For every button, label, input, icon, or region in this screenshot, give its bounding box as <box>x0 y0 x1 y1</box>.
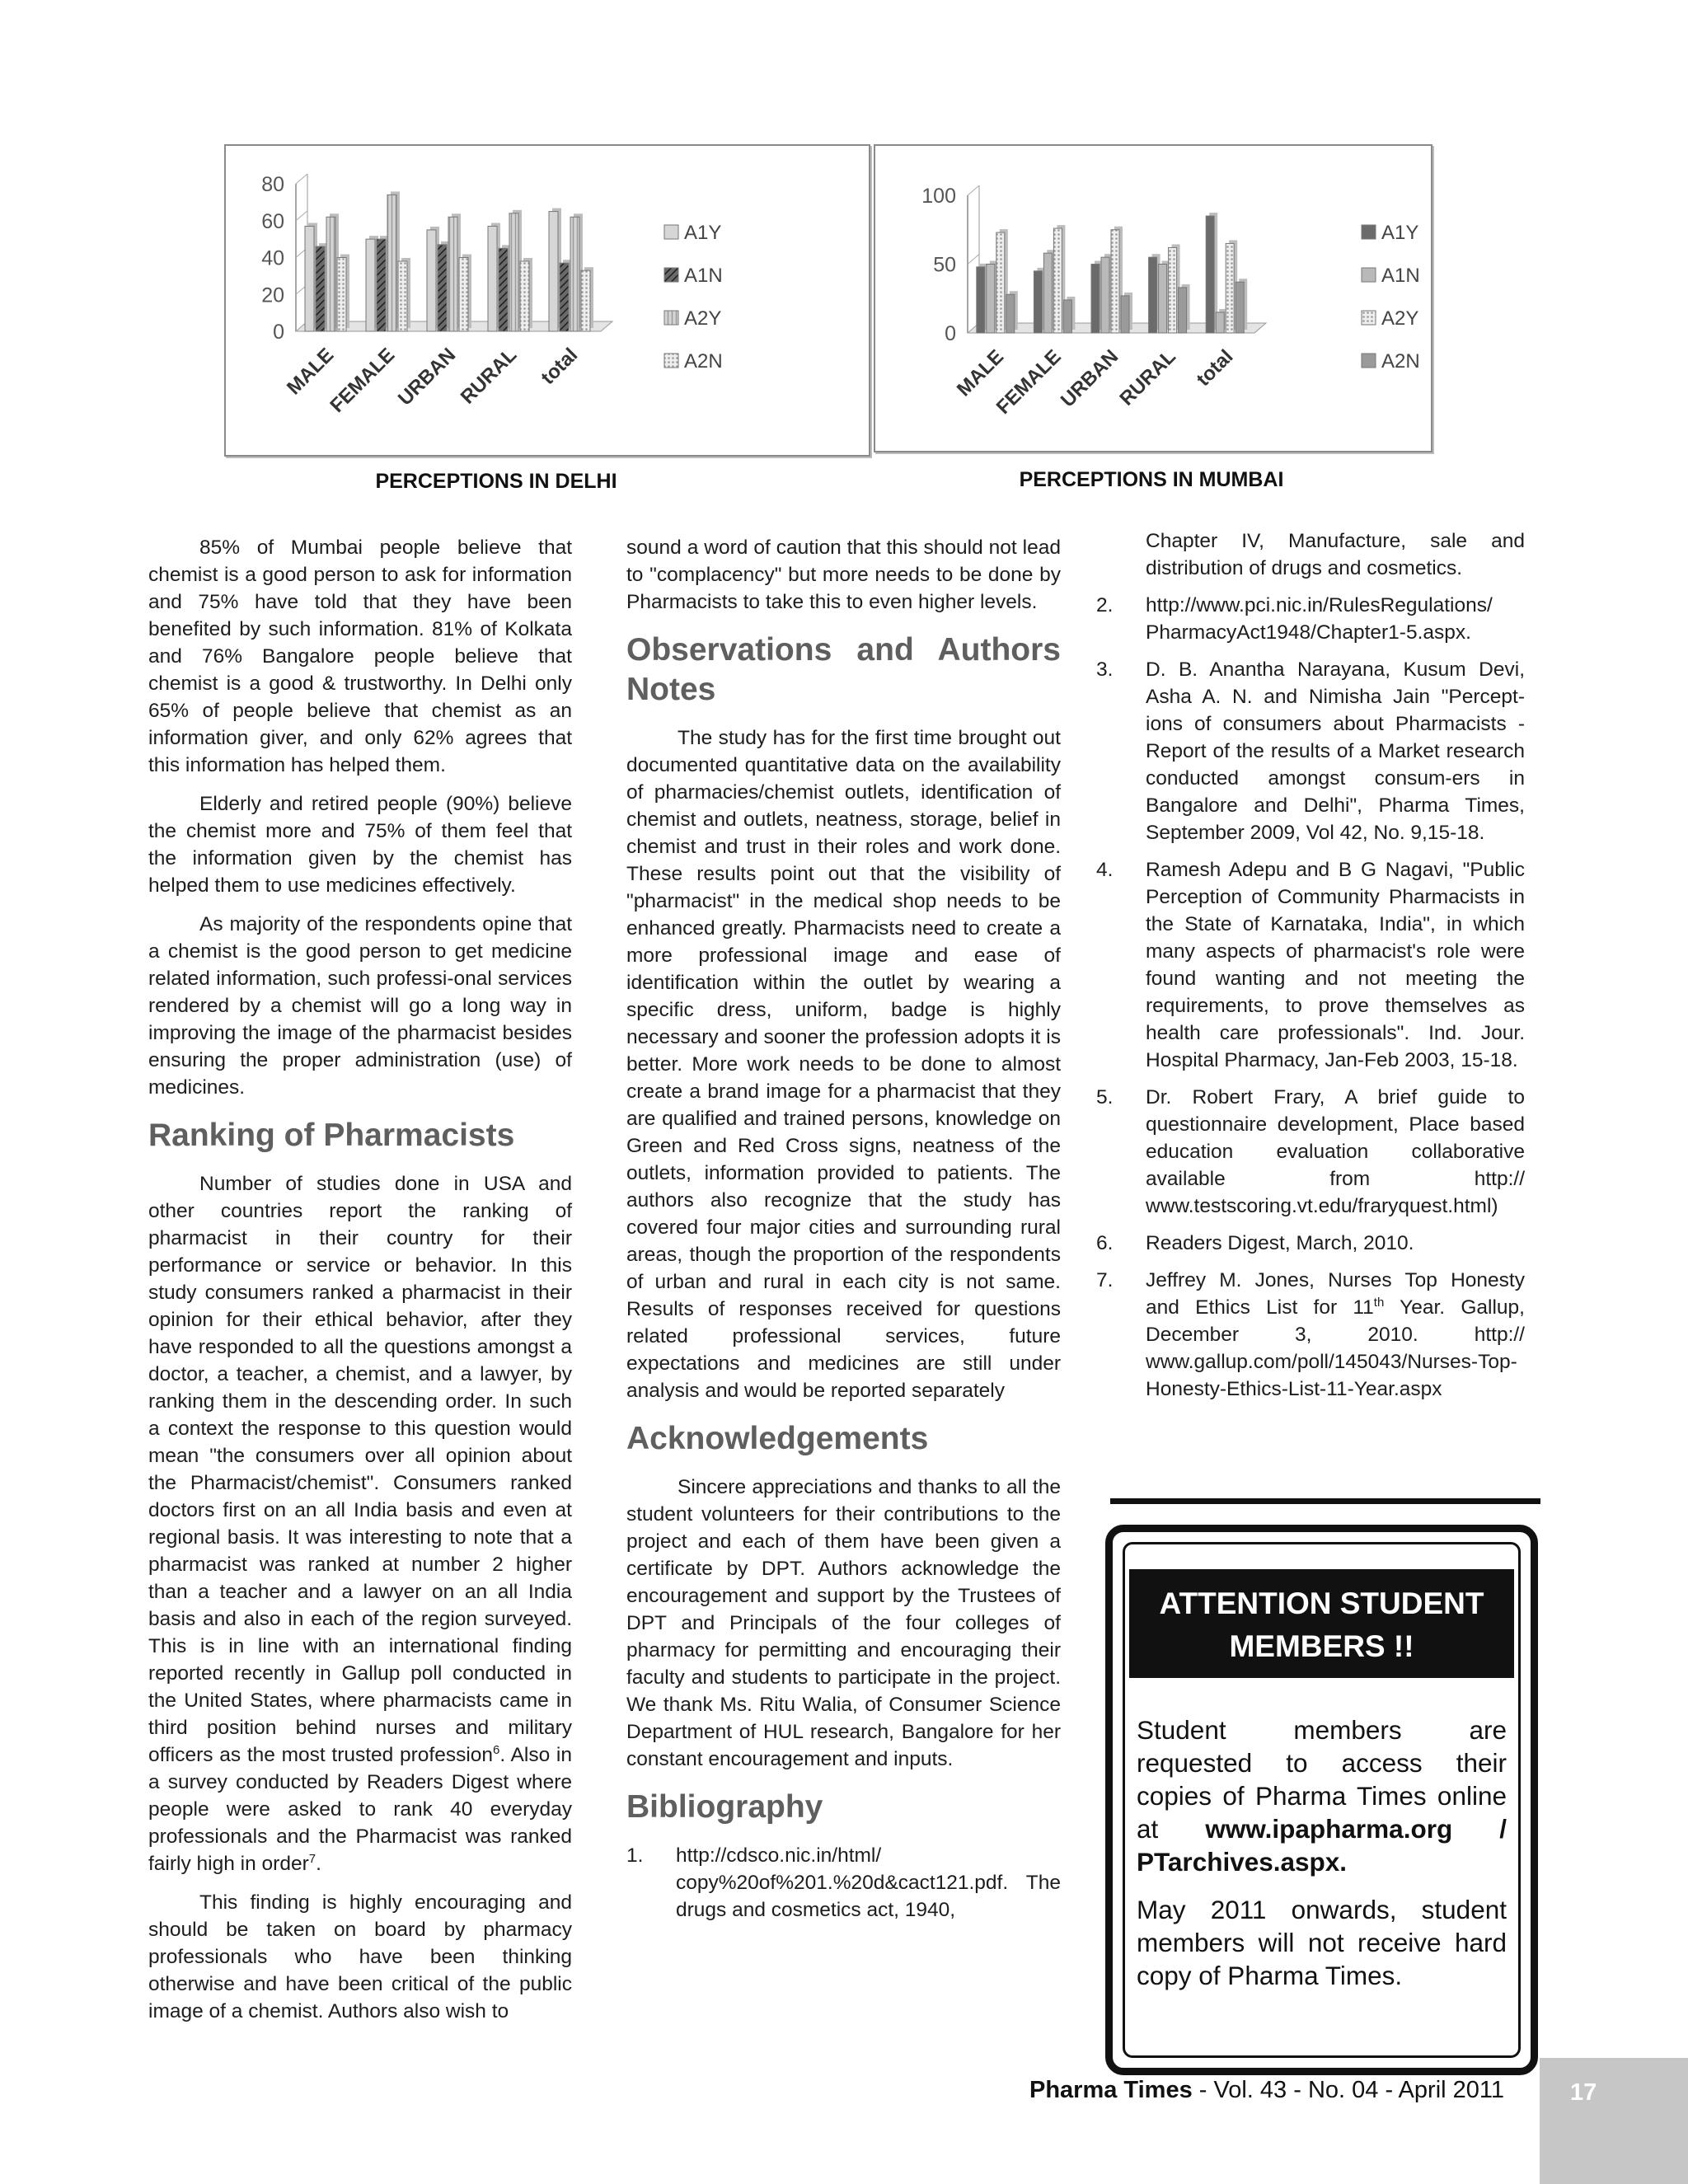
bar <box>1216 312 1224 333</box>
paragraph: sound a word of caution that this should not lead to "complacency" but more needs to be done by Pharmacists to take this to even higher levels. <box>626 537 1061 613</box>
text-run: Student members are requested to access their copies of Pharma Times online at <box>1137 1715 1507 1844</box>
bibliography-item <box>1096 1084 1525 1220</box>
bar <box>509 213 518 331</box>
legend-label: A2Y <box>684 307 722 330</box>
bar <box>996 232 1005 333</box>
bibliography-item <box>626 1842 1061 1924</box>
y-tick-label: 50 <box>933 253 956 277</box>
section-heading-ranking: Ranking of Pharmacists <box>148 1118 515 1153</box>
bib-text <box>1146 1267 1525 1403</box>
legend-label: A1N <box>684 265 723 287</box>
bar <box>387 194 396 331</box>
divider-rule <box>1110 1498 1540 1504</box>
delhi-chart-svg <box>226 146 869 455</box>
bar <box>366 239 375 331</box>
bar <box>448 217 457 331</box>
bar <box>316 246 325 331</box>
x-tick-label: MALE <box>952 345 1009 401</box>
x-tick-label: FEMALE <box>326 344 400 418</box>
section-heading-observations: Observations and Authors Notes <box>626 632 1061 707</box>
bar <box>1091 265 1100 334</box>
legend-label: A1Y <box>1381 222 1419 244</box>
legend-swatch <box>1362 311 1376 325</box>
bib-number: 7. <box>1096 1269 1114 1291</box>
bar <box>1236 282 1244 333</box>
text-run: . <box>316 1853 321 1875</box>
mumbai-chart <box>874 144 1432 452</box>
y-tick-label: 0 <box>273 321 284 344</box>
bar <box>1159 265 1167 334</box>
bar <box>977 267 985 333</box>
y-tick-label: 100 <box>921 185 956 208</box>
paragraph <box>148 1170 572 1877</box>
delhi-chart-caption: PERCEPTIONS IN DELHI <box>375 470 617 493</box>
bar <box>581 270 590 331</box>
bib-text: Dr. Robert Frary, A brief guide to questionnaire development, Place based education evaluation collaborative available from http:// www.testscoring.vt.edu/fraryquest.html) <box>1146 1086 1525 1217</box>
text-run: Year. Gallup, December 3, 2010. http:// www.gallup.com/poll/145043/Nurses-Top-Honesty-Ethics-List-11-Year.aspx <box>1146 1296 1525 1400</box>
bar <box>549 212 558 331</box>
bib-number: 2. <box>1096 594 1114 616</box>
bar <box>337 258 346 332</box>
bibliography-list <box>626 1842 1061 1924</box>
bibliography-item <box>1096 656 1525 846</box>
gridline <box>296 174 307 184</box>
bar <box>326 217 335 331</box>
legend-swatch <box>664 354 678 368</box>
bar <box>1034 271 1042 333</box>
column-2 <box>626 534 1061 1933</box>
paragraph: 85% of Mumbai people believe that chemist is a good person to ask for information and 75% have told that they have been benefited by such information. 81% of Kolkata and 76% Bangalore people believe that chemist is a good & trustworthy. In Delhi only 65% of people believe that chemist as an information giver, and only 62% agrees that this information has helped them. <box>148 537 572 776</box>
x-tick-label: MALE <box>283 344 339 400</box>
bar <box>438 245 447 331</box>
bibliography-item <box>1096 592 1525 646</box>
bibliography-item <box>1096 527 1525 582</box>
gridline <box>968 185 979 195</box>
bib-number: 6. <box>1096 1232 1114 1254</box>
paragraph: Sincere appreciations and thanks to all the student volunteers for their contributions to the project and each of them have been given a certificate by DPT. Authors acknowledge the encouragement and support by the Trustees of DPT and Principals of the four colleges of pharmacy for permitting and encouraging their faculty and students to participate in the project. We thank Ms. Ritu Walia, of Consumer Science Department of HUL research, Bangalore for her constant encouragement and inputs. <box>626 1476 1061 1770</box>
legend-swatch <box>664 268 678 282</box>
bib-number: 5. <box>1096 1086 1114 1108</box>
legend-label: A1Y <box>684 222 722 244</box>
legend-label: A2N <box>684 350 723 373</box>
text-run: Jeffrey M. Jones, Nurses Top Honesty and Ethics List for 11 <box>1146 1269 1525 1319</box>
x-tick-label: URBAN <box>1056 345 1123 412</box>
legend-swatch <box>664 225 678 239</box>
text-run: Number of studies done in USA and other countries report the ranking of pharmacist in their country for their performance or service or behavior. In this study consumers ranked a pharmacist in their opinion for their ethical behavior, after they have responded to all the questions amongst a doctor, a teacher, a chemist, and a lawyer, by ranking them in the descending order. In such a context the response to this question would mean "the consumers over all opinion about the Pharmacist/chemist". Consumers ranked doctors first on an all India basis and even at regional basis. It was interesting to note that a pharmacist was ranked at number 2 higher than a teacher and a lawyer on an all India basis and also in each of the region surveyed. This is in line with an international finding reported recently in Gallup poll conducted in the United States, where pharmacists came in third position behind nurses and military officers as the most trusted profession <box>148 1173 572 1766</box>
x-tick-label: URBAN <box>393 344 461 410</box>
x-tick-label: RURAL <box>1115 345 1180 410</box>
gridline <box>296 211 307 221</box>
section-heading-acknowledgements: Acknowledgements <box>626 1421 929 1456</box>
bar <box>1206 216 1214 333</box>
y-tick-label: 40 <box>261 246 284 270</box>
section-heading-bibliography: Bibliography <box>626 1789 823 1825</box>
legend-swatch <box>1362 225 1376 239</box>
bib-text: http://www.pci.nic.in/RulesRegulations/ PharmacyAct1948/Chapter1-5.aspx. <box>1146 594 1493 644</box>
bar <box>1006 294 1015 333</box>
legend-swatch <box>664 311 678 325</box>
gridline <box>968 255 979 265</box>
bar <box>398 261 407 331</box>
bib-text: Chapter IV, Manufacture, sale and distribution of drugs and cosmetics. <box>1146 530 1525 579</box>
bar <box>377 239 386 331</box>
bar <box>1053 228 1062 333</box>
y-tick-label: 20 <box>261 284 284 307</box>
journal-name: Pharma Times <box>1029 2077 1193 2103</box>
text-run: . Also in a survey conducted by Readers Digest where people were asked to rank 40 everyday professionals and the Pharmacist was ranked fairly high in order <box>148 1744 572 1875</box>
bar <box>1101 257 1109 333</box>
bar <box>1179 288 1187 333</box>
bar <box>1121 296 1129 333</box>
y-tick-label: 80 <box>261 173 284 196</box>
bibliography-item <box>1096 856 1525 1074</box>
bar <box>499 248 508 331</box>
notice-paragraph <box>1137 1713 1507 1878</box>
column-3 <box>1096 527 1525 1413</box>
y-tick-label: 0 <box>945 322 956 345</box>
bar <box>427 230 436 331</box>
bib-text: Readers Digest, March, 2010. <box>1146 1232 1414 1254</box>
page-number-box <box>1540 2058 1688 2184</box>
ordinal-suffix: th <box>1373 1295 1385 1310</box>
paragraph: This finding is highly encouraging and should be taken on board by pharmacy professionals who have been thinking otherwise and have been critical of the public image of a chemist. Authors also wish to <box>148 1891 572 2022</box>
bar <box>305 226 314 331</box>
citation-ref: 7 <box>308 1851 316 1866</box>
x-tick-label: RURAL <box>456 344 522 409</box>
bibliography-item <box>1096 1267 1525 1403</box>
bib-text: D. B. Anantha Narayana, Kusum Devi, Asha A. N. and Nimisha Jain "Percept-ions of consumers about Pharmacists - Report of the results of a Market research conducted amongst consum-ers in Bangalore and Delhi", Pharma Times, September 2009, Vol 42, No. 9,15-18. <box>1146 658 1525 844</box>
bib-text: http://cdsco.nic.in/html/ copy%20of%201.%20d&cact121.pdf. The drugs and cosmetics act, 1940, <box>676 1844 1061 1921</box>
x-tick-label: FEMALE <box>992 345 1066 419</box>
legend-swatch <box>1362 268 1376 282</box>
bib-number: 4. <box>1096 859 1114 881</box>
bibliography-list-continued <box>1096 527 1525 1403</box>
issue-info: - Vol. 43 - No. 04 - April 2011 <box>1192 2077 1504 2103</box>
bar <box>1169 247 1177 333</box>
bibliography-item <box>1096 1230 1525 1257</box>
paragraph: Elderly and retired people (90%) believe the chemist more and 75% of them feel that the information given by the chemist has helped them to use medicines effectively. <box>148 793 572 897</box>
bar <box>560 263 569 331</box>
footer <box>890 2077 1504 2104</box>
notice-link[interactable]: www.ipapharma.org / PTarchives.aspx. <box>1137 1814 1507 1877</box>
page-number: 17 <box>1570 2079 1597 2106</box>
y-tick-label: 60 <box>261 209 284 233</box>
bar <box>488 226 497 331</box>
mumbai-chart-svg <box>875 146 1431 451</box>
citation-ref: 6 <box>493 1742 500 1757</box>
column-1 <box>148 534 572 2036</box>
bar <box>1149 257 1157 333</box>
legend-label: A1N <box>1381 265 1420 287</box>
paragraph: As majority of the respondents opine that a chemist is the good person to get medicine related information, such professi-onal services rendered by a chemist will go a long way in improving the image of the pharmacist besides ensuring the proper administration (use) of medicines. <box>148 913 572 1099</box>
x-tick-label: total <box>1192 345 1238 391</box>
x-tick-label: total <box>537 344 583 390</box>
student-notice-box <box>1105 1525 1538 2075</box>
delhi-chart <box>224 144 870 457</box>
bib-text: Ramesh Adepu and B G Nagavi, "Public Perception of Community Pharmacists in the State of Karnataka, India", in which many aspects of pharmacist's role were found wanting and not meeting the requirements, to prove themselves as health care professionals". Ind. Jour. Hospital Pharmacy, Jan-Feb 2003, 15-18. <box>1146 859 1525 1071</box>
bar <box>1226 243 1234 333</box>
mumbai-chart-caption: PERCEPTIONS IN MUMBAI <box>1019 468 1284 491</box>
paragraph: The study has for the first time brought out documented quantitative data on the availability of pharmacies/chemist outlets, identification of chemist and outlets, neatness, storage, belief in chemist and trust in their roles and work done. These results point out that the visibility of "pharmacist" in the medical shop needs to be enhanced greatly. Pharmacists need to create a more professional image and ease of identification within the outlet by wearing a specific dress, uniform, badge is highly necessary and sooner the profession adopts it is better. More work needs to be done to almost create a brand image for a pharmacist that they are qualified and trained persons, knowledge on Green and Red Cross signs, neatness of the outlets, information provided to patients. The authors also recognize that the study has covered four major cities and surrounding rural areas, though the proportion of the respondents of urban and rural in each city is not same. Results of responses received for questions related professional services, future expectations and medicines are still under analysis and would be reported separately <box>626 727 1061 1402</box>
legend-label: A2N <box>1381 350 1420 373</box>
notice-body <box>1137 1713 1507 2007</box>
bar <box>520 261 529 331</box>
bib-number: 3. <box>1096 658 1114 681</box>
legend-swatch <box>1362 354 1376 368</box>
notice-paragraph: May 2011 onwards, student members will not receive hard copy of Pharma Times. <box>1137 1895 1507 1990</box>
bar <box>1043 253 1052 333</box>
bar <box>1111 230 1119 333</box>
legend-label: A2Y <box>1381 307 1419 330</box>
notice-heading: ATTENTION STUDENT MEMBERS !! <box>1129 1569 1514 1678</box>
bar <box>459 258 468 332</box>
bar <box>570 217 579 331</box>
bib-number: 1. <box>626 1844 644 1867</box>
bar <box>987 265 995 334</box>
bar <box>1063 300 1071 333</box>
